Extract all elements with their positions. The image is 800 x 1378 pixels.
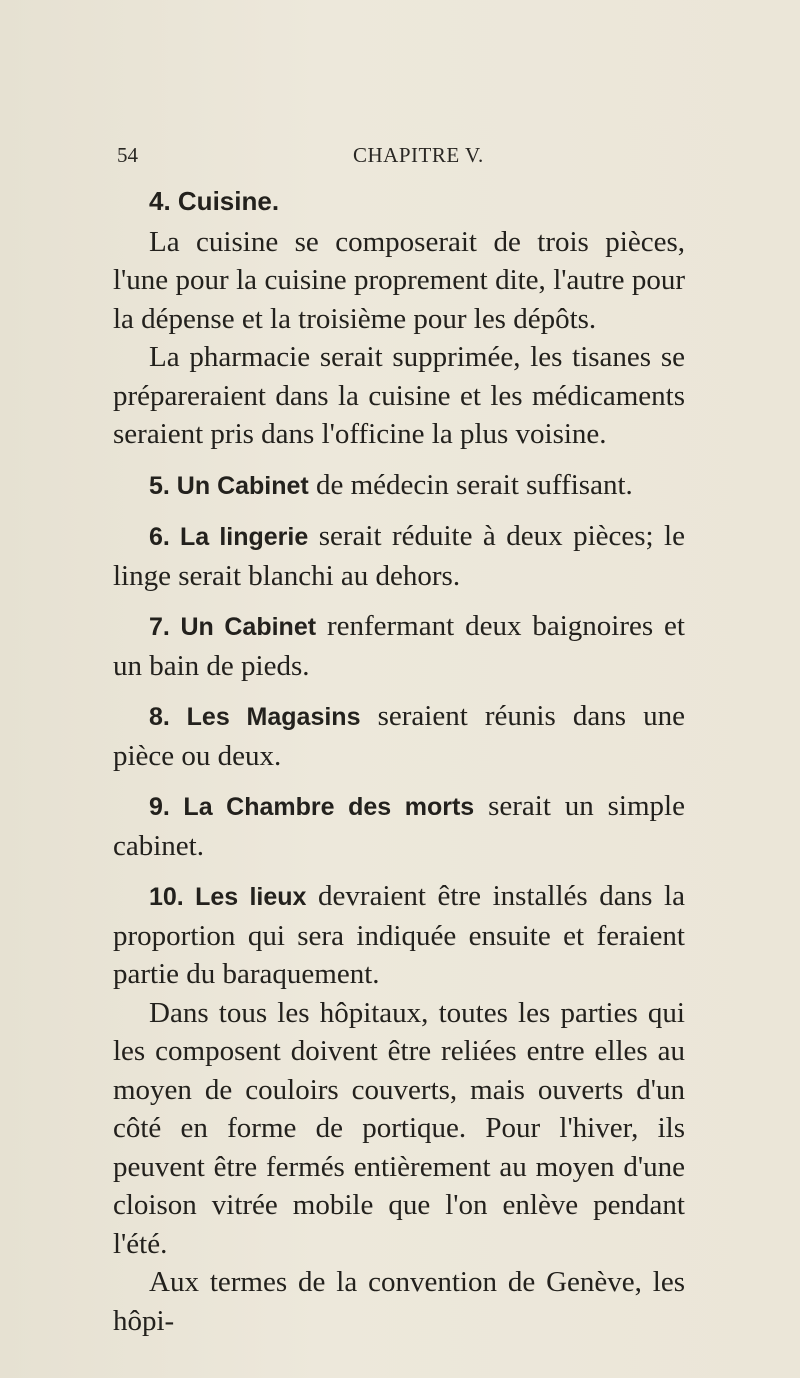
item-text: devraient être installés dans la proportion qui sera indiquée ensuite et feraient partie du baraquement. [113,880,685,990]
body-text [113,182,685,1340]
item-magasins [113,697,685,775]
item-lead: 7. Un Cabinet [149,613,317,641]
item-lead: 8. Les Magasins [149,703,361,731]
item-text: serait un simple cabinet. [113,790,685,862]
item-lingerie [113,517,685,595]
paragraph-pharmacie: La pharmacie serait supprimée, les tisanes se prépareraient dans la cuisine et les médicaments seraient pris dans l'officine la plus voisine. [113,341,685,450]
item-cabinet-medecin [113,466,685,506]
item-chambre-morts [113,787,685,865]
item-cabinet-bains [113,607,685,685]
running-head [117,143,697,173]
item-text: seraient réunis dans une pièce ou deux. [113,700,686,772]
item-text: renfermant deux baignoires et un bain de pieds. [113,610,685,682]
item-lead: 10. Les lieux [149,883,307,911]
item-lieux [113,877,685,994]
chapter-title: CHAPITRE V. [353,143,484,167]
section-heading-cuisine: 4. Cuisine. [149,186,280,216]
item-lead: 5. Un Cabinet [149,471,309,500]
item-text: de médecin serait suffisant. [308,468,633,501]
paragraph-couloirs: Dans tous les hôpitaux, toutes les parties qui les composent doivent être reliées entre elles au moyen de couloirs couverts, mais ouverts d'un côté en forme de portique. Pour l'hiver, ils peuvent être fermés entièrement au moyen d'une cloison vitrée mobile que l'on enlève pendant l'été. [113,996,685,1260]
paragraph-cuisine: La cuisine se composerait de trois pièces, l'une pour la cuisine proprement dite, l'autre pour la dépense et la troisième pour les dépôts. [113,225,685,335]
item-lead: 6. La lingerie [149,523,309,551]
item-lead: 9. La Chambre des morts [149,793,475,821]
item-text: serait réduite à deux pièces; le linge serait blanchi au dehors. [113,520,685,592]
paragraph-geneve: Aux termes de la convention de Genève, les hôpi- [113,1266,685,1337]
page-number: 54 [117,143,138,167]
